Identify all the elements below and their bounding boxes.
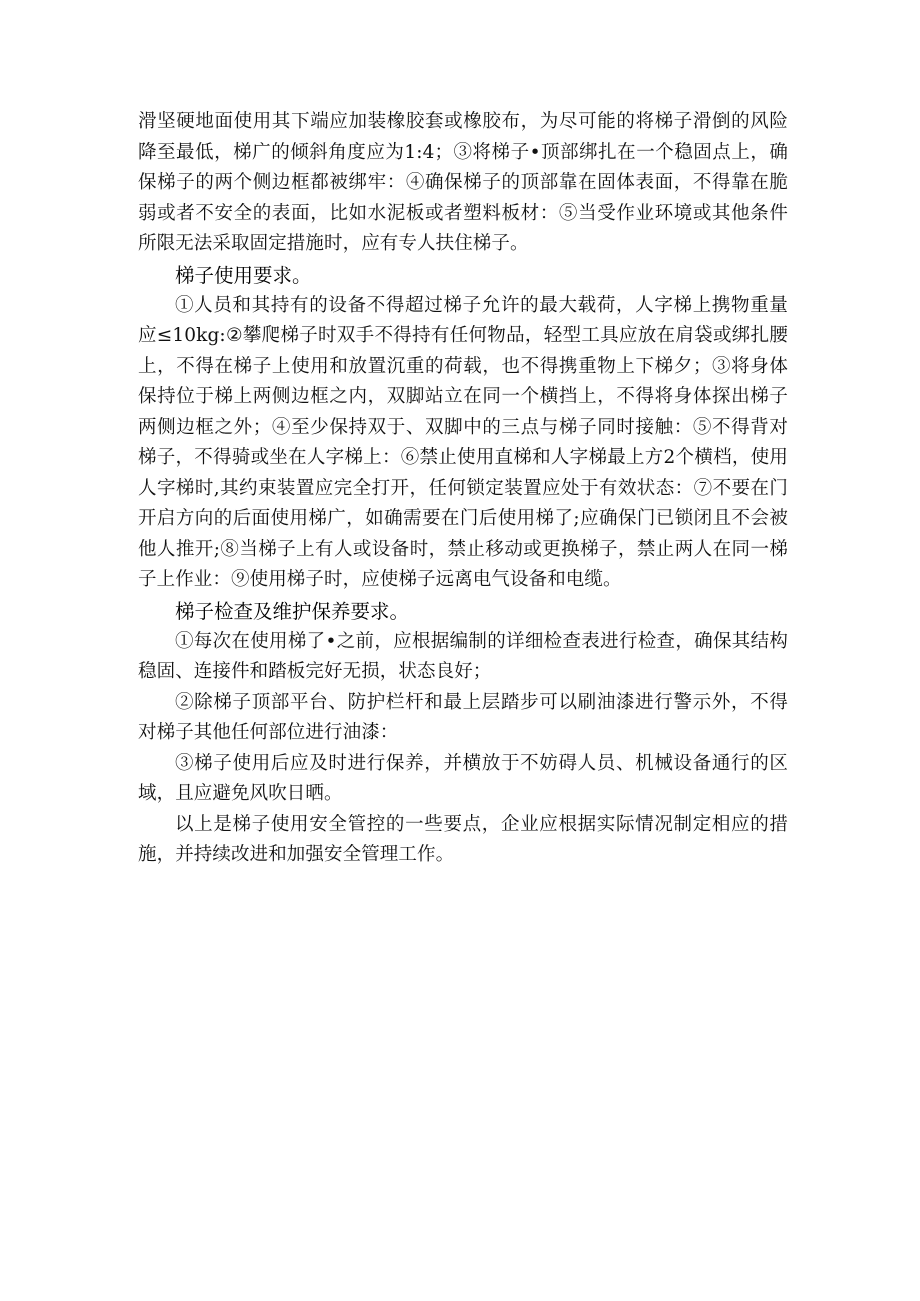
usage-requirements-paragraph: ①人员和其持有的设备不得超过梯子允许的最大载荷，人字梯上携物重量应≤10kg:②攀爬梯子时双手不得持有任何物品，轻型工具应放在肩袋或绑扎腰上，不得在梯子上使用和放置沉重的荷载，也不得携重物上下梯夕；③将身体保持位于梯上两侧边框之内，双脚站立在同一个横挡上，不得将身体探出梯子两侧边框之外；④至少保持双于、双脚中的三点与梯子同时接触：⑤不得背对梯子，不得骑或坐在人字梯上：⑥禁止使用直梯和人字梯最上方2个横档，使用人字梯时,其约束装置应完全打开，任何锁定装置应处于有效状态：⑦不要在门开启方向的后面使用梯广，如确需要在门后使用梯了;应确保门已锁闭且不会被他人推开;⑧当梯子上有人或设备时，禁止移动或更换梯子，禁止两人在同一梯子上作业：⑨使用梯子时，应使梯子远离电气设备和电缆。: [138, 294, 788, 590]
document-body: [138, 107, 788, 871]
intro-paragraph: 滑坚硬地面使用其下端应加装橡胶套或橡胶布，为尽可能的将梯子滑倒的风险降至最低，梯广的倾斜角度应为1:4；③将梯子•顶部绑扎在一个稳固点上，确保梯子的两个侧边框都被绑牢：④确保梯子的顶部靠在固体表面，不得靠在脆弱或者不安全的表面，比如水泥板或者塑料板材：⑤当受作业环境或其他条件所限无法采取固定措施时，应有专人扶住梯子。: [138, 111, 788, 254]
inspection-item-3: ③梯子使用后应及时进行保养，并横放于不妨碍人员、机械设备通行的区域，且应避免风吹日晒。: [138, 752, 788, 804]
inspection-item-2: ②除梯子顶部平台、防护栏杆和最上层踏步可以刷油漆进行警示外，不得对梯子其他任何部位进行油漆：: [138, 691, 788, 743]
section-heading-usage: 梯子使用要求。: [175, 263, 312, 287]
inspection-item-1: ①每次在使用梯了•之前，应根据编制的详细检查表进行检查，确保其结构稳固、连接件和踏板完好无损，状态良好；: [138, 630, 788, 682]
conclusion-paragraph: 以上是梯子使用安全管控的一些要点，企业应根据实际情况制定相应的措施，并持续改进和加强安全管理工作。: [138, 813, 788, 865]
section-heading-inspection: 梯子检查及维护保养要求。: [175, 599, 410, 623]
